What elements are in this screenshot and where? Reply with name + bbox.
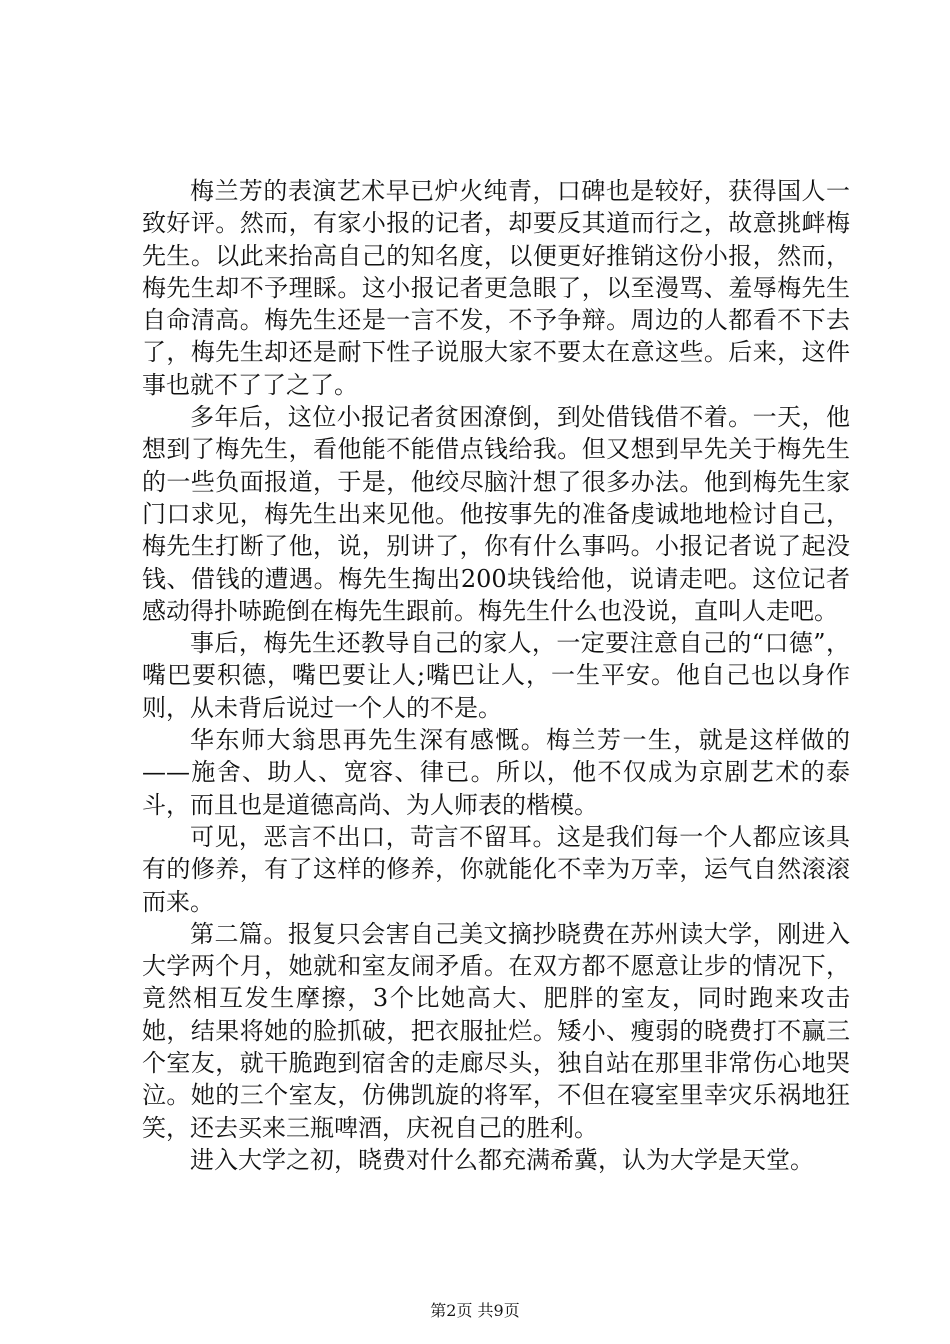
paragraph: 梅兰芳的表演艺术早已炉火纯青，口碑也是较好，获得国人一致好评。然而，有家小报的记者，却要反其道而行之，故意挑衅梅先生。以此来抬高自己的知名度，以便更好推销这份小报，然而，梅先生却不予理睬。这小报记者更急眼了，以至漫骂、羞辱梅先生自命清高。梅先生还是一言不发，不予争辩。周边的人都看不下去了，梅先生却还是耐下性子说服大家不要太在意这些。后来，这件事也就不了了之了。 <box>142 177 850 399</box>
paragraph: 进入大学之初，晓费对什么都充满希冀，认为大学是天堂。 <box>190 1145 814 1174</box>
paragraph: 事后，梅先生还教导自己的家人，一定要注意自己的“口德”，嘴巴要积德，嘴巴要让人;嘴巴让人，一生平安。他自己也以身作则，从未背后说过一个人的不是。 <box>142 629 850 722</box>
page-footer: 第2页 共9页 <box>430 1301 520 1320</box>
paragraph: 多年后，这位小报记者贫困潦倒，到处借钱借不着。一天，他想到了梅先生，看他能不能借点钱给我。但又想到早先关于梅先生的一些负面报道，于是，他绞尽脑汁想了很多办法。他到梅先生家门口求见，梅先生出来见他。他按事先的准备虔诚地地检讨自己，梅先生打断了他，说，别讲了，你有什么事吗。小报记者说了起没钱、借钱的遭遇。梅先生掏出200块钱给他，说请走吧。这位记者感动得扑哧跪倒在梅先生跟前。梅先生什么也没说，直叫人走吧。 <box>142 403 850 625</box>
paragraph: 华东师大翁思再先生深有感慨。梅兰芳一生，就是这样做的——施舍、助人、宽容、律已。所以，他不仅成为京剧艺术的泰斗，而且也是道德高尚、为人师表的楷模。 <box>142 726 850 819</box>
paragraph: 可见，恶言不出口，苛言不留耳。这是我们每一个人都应该具有的修养，有了这样的修养，你就能化不幸为万幸，运气自然滚滚而来。 <box>142 822 850 916</box>
paragraph: 第二篇。报复只会害自己美文摘抄晓费在苏州读大学，刚进入大学两个月，她就和室友闹矛盾。在双方都不愿意让步的情况下，竟然相互发生摩擦，3个比她高大、肥胖的室友，同时跑来攻击她，结果将她的脸抓破，把衣服扯烂。矮小、瘦弱的晓费打不赢三个室友，就干脆跑到宿舍的走廊尽头，独自站在那里非常伤心地哭泣。她的三个室友，仿佛凯旋的将军，不但在寝室里幸灾乐祸地狂笑，还去买来三瓶啤酒，庆祝自己的胜利。 <box>142 919 850 1142</box>
document-body <box>142 175 850 1176</box>
